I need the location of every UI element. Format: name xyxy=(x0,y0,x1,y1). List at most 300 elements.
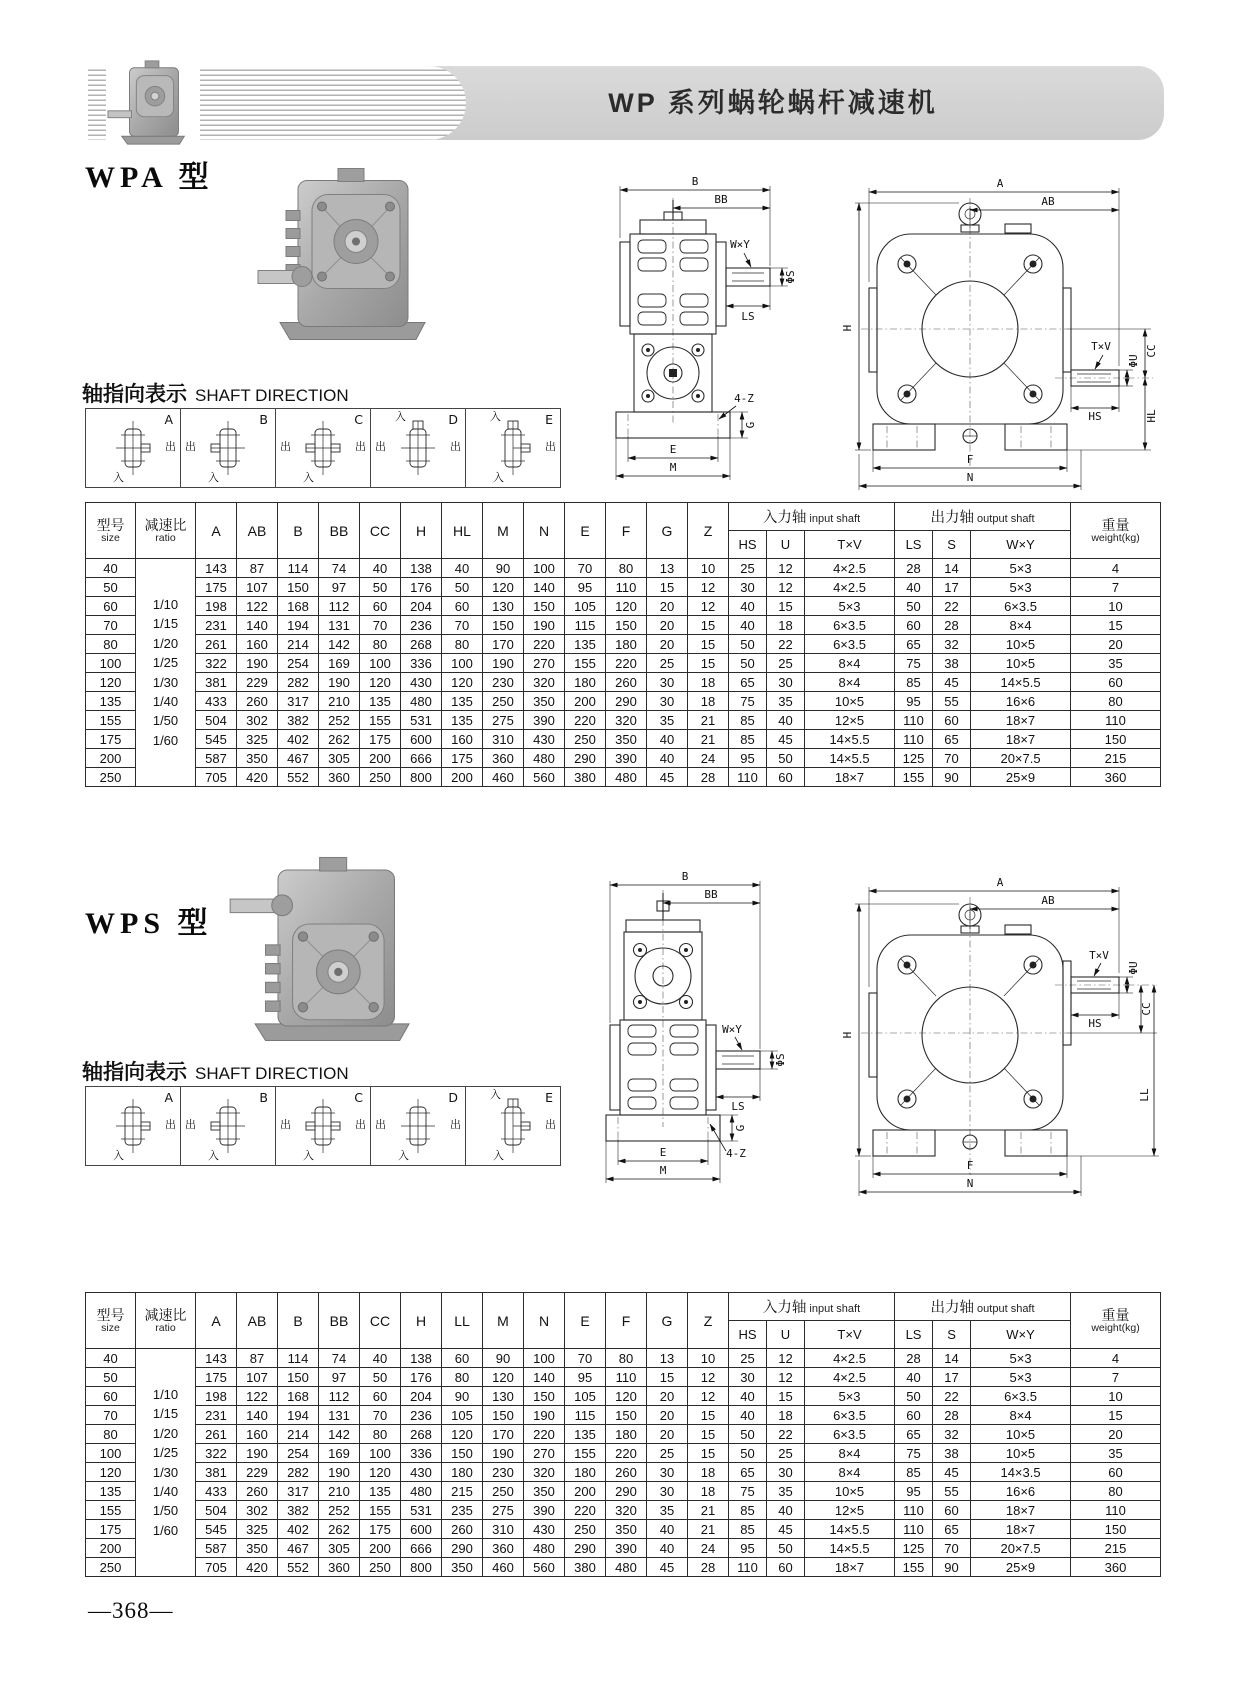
data-cell: 4×2.5 xyxy=(805,1349,895,1368)
data-cell: 107 xyxy=(237,578,278,597)
table-head xyxy=(86,1293,1161,1349)
data-cell: 290 xyxy=(442,1539,483,1558)
shaft-direction-label-zh: 轴指向表示 xyxy=(82,1061,187,1084)
data-cell: 320 xyxy=(524,673,565,692)
data-cell: 268 xyxy=(401,1425,442,1444)
subheader-cell: W×Y xyxy=(971,1321,1071,1349)
weight-cell: 80 xyxy=(1071,1482,1161,1501)
dim-label: 4-Z xyxy=(734,392,754,405)
data-cell: 21 xyxy=(688,730,729,749)
header-cell: G xyxy=(647,1293,688,1349)
ratio-cell: 1/10 1/15 1/20 1/25 1/30 1/40 1/50 1/60 xyxy=(136,559,196,787)
data-cell: 110 xyxy=(895,1520,933,1539)
weight-cell: 15 xyxy=(1071,616,1161,635)
data-cell: 8×4 xyxy=(971,1406,1071,1425)
data-cell: 80 xyxy=(442,635,483,654)
header-cell: BB xyxy=(319,503,360,559)
data-cell: 6×3.5 xyxy=(971,1387,1071,1406)
data-cell: 302 xyxy=(237,711,278,730)
header-cell: AB xyxy=(237,503,278,559)
data-cell: 135 xyxy=(360,1482,401,1501)
data-cell: 100 xyxy=(442,654,483,673)
data-cell: 190 xyxy=(524,616,565,635)
data-cell: 40 xyxy=(767,711,805,730)
direction-mark: 出 xyxy=(355,441,366,453)
subheader-cell: LS xyxy=(895,1321,933,1349)
data-cell: 200 xyxy=(360,1539,401,1558)
data-cell: 531 xyxy=(401,1501,442,1520)
data-cell: 50 xyxy=(895,1387,933,1406)
data-cell: 8×4 xyxy=(971,616,1071,635)
data-cell: 420 xyxy=(237,1558,278,1577)
data-cell: 80 xyxy=(360,1425,401,1444)
direction-mark: 入 xyxy=(395,411,406,423)
data-cell: 4×2.5 xyxy=(805,578,895,597)
data-cell: 95 xyxy=(895,1482,933,1501)
data-cell: 74 xyxy=(319,559,360,578)
direction-letter: B xyxy=(259,1090,268,1105)
data-cell: 402 xyxy=(278,1520,319,1539)
data-cell: 210 xyxy=(319,1482,360,1501)
table-row xyxy=(86,1539,1161,1558)
data-cell: 90 xyxy=(442,1387,483,1406)
data-cell: 175 xyxy=(360,1520,401,1539)
data-cell: 175 xyxy=(196,578,237,597)
direction-mark: 入 xyxy=(493,1150,504,1162)
data-cell: 260 xyxy=(606,673,647,692)
direction-mark: 入 xyxy=(490,411,501,423)
shaft-direction-box-d xyxy=(370,408,466,488)
data-cell: 320 xyxy=(606,1501,647,1520)
data-cell: 28 xyxy=(895,1349,933,1368)
data-cell: 131 xyxy=(319,1406,360,1425)
data-cell: 180 xyxy=(442,1463,483,1482)
table-row xyxy=(86,1482,1161,1501)
data-cell: 90 xyxy=(483,1349,524,1368)
subheader-cell: T×V xyxy=(805,531,895,559)
data-cell: 100 xyxy=(524,1349,565,1368)
data-cell: 360 xyxy=(483,1539,524,1558)
data-cell: 360 xyxy=(483,749,524,768)
data-cell: 220 xyxy=(565,711,606,730)
size-cell: 50 xyxy=(86,1368,136,1387)
data-cell: 160 xyxy=(237,1425,278,1444)
header-cell: H xyxy=(401,1293,442,1349)
data-cell: 480 xyxy=(401,1482,442,1501)
data-cell: 5×3 xyxy=(805,1387,895,1406)
data-cell: 18 xyxy=(688,673,729,692)
data-cell: 190 xyxy=(237,654,278,673)
wps-dimension-table xyxy=(85,1292,1161,1577)
data-cell: 85 xyxy=(895,1463,933,1482)
data-cell: 110 xyxy=(606,1368,647,1387)
data-cell: 5×3 xyxy=(971,578,1071,597)
header-cell: B xyxy=(278,1293,319,1349)
data-cell: 261 xyxy=(196,635,237,654)
data-cell: 350 xyxy=(524,1482,565,1501)
header-cell: 重量 weight(kg) xyxy=(1071,1293,1161,1349)
header-cell: A xyxy=(196,503,237,559)
table-row xyxy=(86,711,1161,730)
data-cell: 70 xyxy=(442,616,483,635)
data-cell: 260 xyxy=(442,1520,483,1539)
data-cell: 140 xyxy=(524,578,565,597)
dim-label: LS xyxy=(741,310,755,323)
shaft-direction-box-e xyxy=(465,408,561,488)
data-cell: 28 xyxy=(933,1406,971,1425)
data-cell: 60 xyxy=(933,711,971,730)
direction-mark: 出 xyxy=(185,441,196,453)
gearbox-glyph xyxy=(494,418,532,478)
data-cell: 150 xyxy=(483,616,524,635)
data-cell: 15 xyxy=(647,1368,688,1387)
dim-label: T×V xyxy=(1091,340,1111,353)
data-cell: 60 xyxy=(895,1406,933,1425)
data-cell: 38 xyxy=(933,654,971,673)
data-cell: 155 xyxy=(895,768,933,787)
data-cell: 95 xyxy=(565,578,606,597)
header-cell: 出力轴 output shaft xyxy=(895,503,1071,531)
data-cell: 22 xyxy=(767,635,805,654)
table-row xyxy=(86,1425,1161,1444)
direction-mark: 出 xyxy=(375,441,386,453)
data-cell: 70 xyxy=(565,559,606,578)
header-cell: 减速比 ratio xyxy=(136,503,196,559)
data-cell: 45 xyxy=(647,1558,688,1577)
data-cell: 70 xyxy=(565,1349,606,1368)
data-cell: 250 xyxy=(565,730,606,749)
direction-letter: A xyxy=(164,1090,173,1105)
data-cell: 150 xyxy=(524,1387,565,1406)
data-cell: 110 xyxy=(895,730,933,749)
data-cell: 140 xyxy=(524,1368,565,1387)
shaft-direction-box-e xyxy=(465,1086,561,1166)
data-cell: 75 xyxy=(895,654,933,673)
dim-label: BB xyxy=(704,888,718,901)
data-cell: 194 xyxy=(278,1406,319,1425)
data-cell: 310 xyxy=(483,1520,524,1539)
data-cell: 80 xyxy=(606,559,647,578)
data-cell: 50 xyxy=(729,635,767,654)
wpa-dimension-table xyxy=(85,502,1161,787)
data-cell: 55 xyxy=(933,692,971,711)
data-cell: 270 xyxy=(524,1444,565,1463)
wpa-side-view-drawing xyxy=(578,168,803,498)
data-cell: 40 xyxy=(647,1520,688,1539)
data-cell: 120 xyxy=(606,597,647,616)
data-cell: 10×5 xyxy=(971,654,1071,673)
header-cell: 型号 size xyxy=(86,1293,136,1349)
size-cell: 175 xyxy=(86,730,136,749)
direction-mark: 出 xyxy=(185,1119,196,1131)
header-cell: 重量 weight(kg) xyxy=(1071,503,1161,559)
data-cell: 40 xyxy=(729,597,767,616)
data-cell: 12 xyxy=(688,578,729,597)
data-cell: 168 xyxy=(278,1387,319,1406)
data-cell: 600 xyxy=(401,730,442,749)
data-cell: 381 xyxy=(196,1463,237,1482)
data-cell: 138 xyxy=(401,1349,442,1368)
direction-mark: 出 xyxy=(375,1119,386,1131)
data-cell: 10×5 xyxy=(971,1444,1071,1463)
data-cell: 18×7 xyxy=(971,1501,1071,1520)
data-cell: 560 xyxy=(524,768,565,787)
data-cell: 390 xyxy=(606,749,647,768)
data-cell: 666 xyxy=(401,1539,442,1558)
data-cell: 40 xyxy=(647,730,688,749)
header-cell: M xyxy=(483,503,524,559)
table-row xyxy=(86,616,1161,635)
weight-cell: 4 xyxy=(1071,559,1161,578)
data-cell: 155 xyxy=(895,1558,933,1577)
data-cell: 210 xyxy=(319,692,360,711)
data-cell: 40 xyxy=(647,1539,688,1558)
data-cell: 65 xyxy=(895,1425,933,1444)
weight-cell: 80 xyxy=(1071,692,1161,711)
data-cell: 40 xyxy=(729,616,767,635)
data-cell: 305 xyxy=(319,1539,360,1558)
data-cell: 35 xyxy=(767,1482,805,1501)
data-cell: 87 xyxy=(237,559,278,578)
data-cell: 317 xyxy=(278,1482,319,1501)
data-cell: 390 xyxy=(524,711,565,730)
data-cell: 430 xyxy=(524,730,565,749)
dim-label: M xyxy=(659,1164,667,1177)
data-cell: 390 xyxy=(606,1539,647,1558)
data-cell: 666 xyxy=(401,749,442,768)
data-cell: 322 xyxy=(196,1444,237,1463)
size-cell: 200 xyxy=(86,1539,136,1558)
data-cell: 290 xyxy=(606,692,647,711)
subheader-cell: LS xyxy=(895,531,933,559)
data-cell: 252 xyxy=(319,711,360,730)
data-cell: 135 xyxy=(360,692,401,711)
data-cell: 8×4 xyxy=(805,1463,895,1482)
data-cell: 10 xyxy=(688,559,729,578)
table-row xyxy=(86,1387,1161,1406)
data-cell: 705 xyxy=(196,768,237,787)
direction-letter: A xyxy=(164,412,173,427)
data-cell: 252 xyxy=(319,1501,360,1520)
weight-cell: 35 xyxy=(1071,654,1161,673)
data-cell: 20 xyxy=(647,597,688,616)
data-cell: 120 xyxy=(483,1368,524,1387)
data-cell: 262 xyxy=(319,730,360,749)
data-cell: 8×4 xyxy=(805,1444,895,1463)
data-cell: 20×7.5 xyxy=(971,749,1071,768)
data-cell: 135 xyxy=(565,635,606,654)
data-cell: 155 xyxy=(360,711,401,730)
size-cell: 100 xyxy=(86,1444,136,1463)
subheader-cell: HS xyxy=(729,1321,767,1349)
direction-letter: E xyxy=(545,1090,553,1105)
data-cell: 282 xyxy=(278,673,319,692)
data-cell: 198 xyxy=(196,597,237,616)
data-cell: 254 xyxy=(278,1444,319,1463)
dim-label: LL xyxy=(1138,1088,1151,1102)
weight-cell: 20 xyxy=(1071,1425,1161,1444)
data-cell: 120 xyxy=(360,673,401,692)
data-cell: 85 xyxy=(729,730,767,749)
dim-label: F xyxy=(966,1159,974,1172)
data-cell: 169 xyxy=(319,1444,360,1463)
data-cell: 60 xyxy=(442,597,483,616)
data-cell: 45 xyxy=(767,730,805,749)
data-cell: 114 xyxy=(278,1349,319,1368)
wps-side-view-drawing xyxy=(568,865,793,1210)
data-cell: 110 xyxy=(729,768,767,787)
data-cell: 115 xyxy=(565,1406,606,1425)
data-cell: 115 xyxy=(565,616,606,635)
dim-label: ΦS xyxy=(774,1053,787,1067)
data-cell: 20×7.5 xyxy=(971,1539,1071,1558)
data-cell: 60 xyxy=(442,1349,483,1368)
data-cell: 350 xyxy=(237,1539,278,1558)
data-cell: 190 xyxy=(483,1444,524,1463)
data-cell: 75 xyxy=(895,1444,933,1463)
data-cell: 90 xyxy=(933,768,971,787)
data-cell: 6×3.5 xyxy=(805,1425,895,1444)
wpa-section-title: WPA 型 xyxy=(85,161,214,194)
data-cell: 176 xyxy=(401,578,442,597)
data-cell: 22 xyxy=(933,597,971,616)
dim-label: ΦS xyxy=(784,270,797,284)
data-cell: 15 xyxy=(688,1425,729,1444)
weight-cell: 110 xyxy=(1071,1501,1161,1520)
direction-mark: 出 xyxy=(450,1119,461,1131)
direction-mark: 入 xyxy=(208,472,219,484)
data-cell: 214 xyxy=(278,1425,319,1444)
dim-label: A xyxy=(996,177,1004,190)
data-cell: 15 xyxy=(688,616,729,635)
data-cell: 15 xyxy=(767,597,805,616)
data-cell: 18×7 xyxy=(971,730,1071,749)
data-cell: 4×2.5 xyxy=(805,1368,895,1387)
weight-cell: 215 xyxy=(1071,749,1161,768)
dim-label: AB xyxy=(1041,894,1055,907)
data-cell: 65 xyxy=(933,730,971,749)
data-cell: 95 xyxy=(895,692,933,711)
data-cell: 50 xyxy=(442,578,483,597)
data-cell: 21 xyxy=(688,1501,729,1520)
data-cell: 32 xyxy=(933,635,971,654)
data-cell: 65 xyxy=(729,1463,767,1482)
direction-mark: 出 xyxy=(545,1119,556,1131)
header-cell: G xyxy=(647,503,688,559)
header-cell: F xyxy=(606,1293,647,1349)
data-cell: 50 xyxy=(360,578,401,597)
data-cell: 120 xyxy=(442,1425,483,1444)
header-product-photo xyxy=(104,56,202,148)
data-cell: 12 xyxy=(767,1368,805,1387)
data-cell: 18×7 xyxy=(805,768,895,787)
data-cell: 25 xyxy=(729,1349,767,1368)
table-row xyxy=(86,749,1161,768)
data-cell: 15 xyxy=(767,1387,805,1406)
data-cell: 430 xyxy=(524,1520,565,1539)
table-row xyxy=(86,692,1161,711)
data-cell: 50 xyxy=(729,1425,767,1444)
header-cell: Z xyxy=(688,503,729,559)
data-cell: 24 xyxy=(688,749,729,768)
table-body xyxy=(86,559,1161,787)
data-cell: 336 xyxy=(401,1444,442,1463)
data-cell: 16×6 xyxy=(971,692,1071,711)
direction-letter: B xyxy=(259,412,268,427)
data-cell: 8×4 xyxy=(805,654,895,673)
data-cell: 262 xyxy=(319,1520,360,1539)
header-cell: 入力轴 input shaft xyxy=(729,503,895,531)
data-cell: 260 xyxy=(606,1463,647,1482)
data-cell: 17 xyxy=(933,578,971,597)
dim-label: ΦU xyxy=(1127,961,1140,975)
dim-label: AB xyxy=(1041,195,1055,208)
data-cell: 800 xyxy=(401,768,442,787)
weight-cell: 150 xyxy=(1071,730,1161,749)
data-cell: 70 xyxy=(933,749,971,768)
data-cell: 460 xyxy=(483,1558,524,1577)
size-cell: 200 xyxy=(86,749,136,768)
header-cell: M xyxy=(483,1293,524,1349)
dim-label: G xyxy=(734,1124,747,1132)
size-cell: 80 xyxy=(86,1425,136,1444)
data-cell: 18×7 xyxy=(971,711,1071,730)
data-cell: 150 xyxy=(278,1368,319,1387)
data-cell: 552 xyxy=(278,1558,319,1577)
data-cell: 380 xyxy=(565,1558,606,1577)
dim-label: ΦU xyxy=(1127,354,1140,368)
data-cell: 290 xyxy=(606,1482,647,1501)
data-cell: 135 xyxy=(565,1425,606,1444)
data-cell: 28 xyxy=(933,616,971,635)
table-row xyxy=(86,1520,1161,1539)
data-cell: 380 xyxy=(565,768,606,787)
data-cell: 15 xyxy=(688,635,729,654)
data-cell: 480 xyxy=(524,1539,565,1558)
data-cell: 87 xyxy=(237,1349,278,1368)
data-cell: 5×3 xyxy=(971,1349,1071,1368)
direction-mark: 入 xyxy=(490,1089,501,1101)
data-cell: 122 xyxy=(237,1387,278,1406)
data-cell: 150 xyxy=(606,1406,647,1425)
data-cell: 10×5 xyxy=(971,635,1071,654)
data-cell: 460 xyxy=(483,768,524,787)
gearbox-glyph xyxy=(209,418,247,478)
weight-cell: 60 xyxy=(1071,673,1161,692)
data-cell: 317 xyxy=(278,692,319,711)
direction-letter: D xyxy=(448,1090,458,1105)
table-row xyxy=(86,597,1161,616)
subheader-cell: S xyxy=(933,531,971,559)
data-cell: 480 xyxy=(606,1558,647,1577)
size-cell: 40 xyxy=(86,1349,136,1368)
data-cell: 143 xyxy=(196,1349,237,1368)
data-cell: 25×9 xyxy=(971,1558,1071,1577)
weight-cell: 150 xyxy=(1071,1520,1161,1539)
dim-label: BB xyxy=(714,193,728,206)
header-cell: 出力轴 output shaft xyxy=(895,1293,1071,1321)
size-cell: 120 xyxy=(86,1463,136,1482)
data-cell: 35 xyxy=(647,711,688,730)
dim-label: N xyxy=(966,471,974,484)
dim-label: B xyxy=(691,175,699,188)
data-cell: 160 xyxy=(237,635,278,654)
data-cell: 220 xyxy=(606,654,647,673)
data-cell: 75 xyxy=(729,1482,767,1501)
subheader-cell: U xyxy=(767,1321,805,1349)
data-cell: 30 xyxy=(767,1463,805,1482)
data-cell: 12×5 xyxy=(805,1501,895,1520)
